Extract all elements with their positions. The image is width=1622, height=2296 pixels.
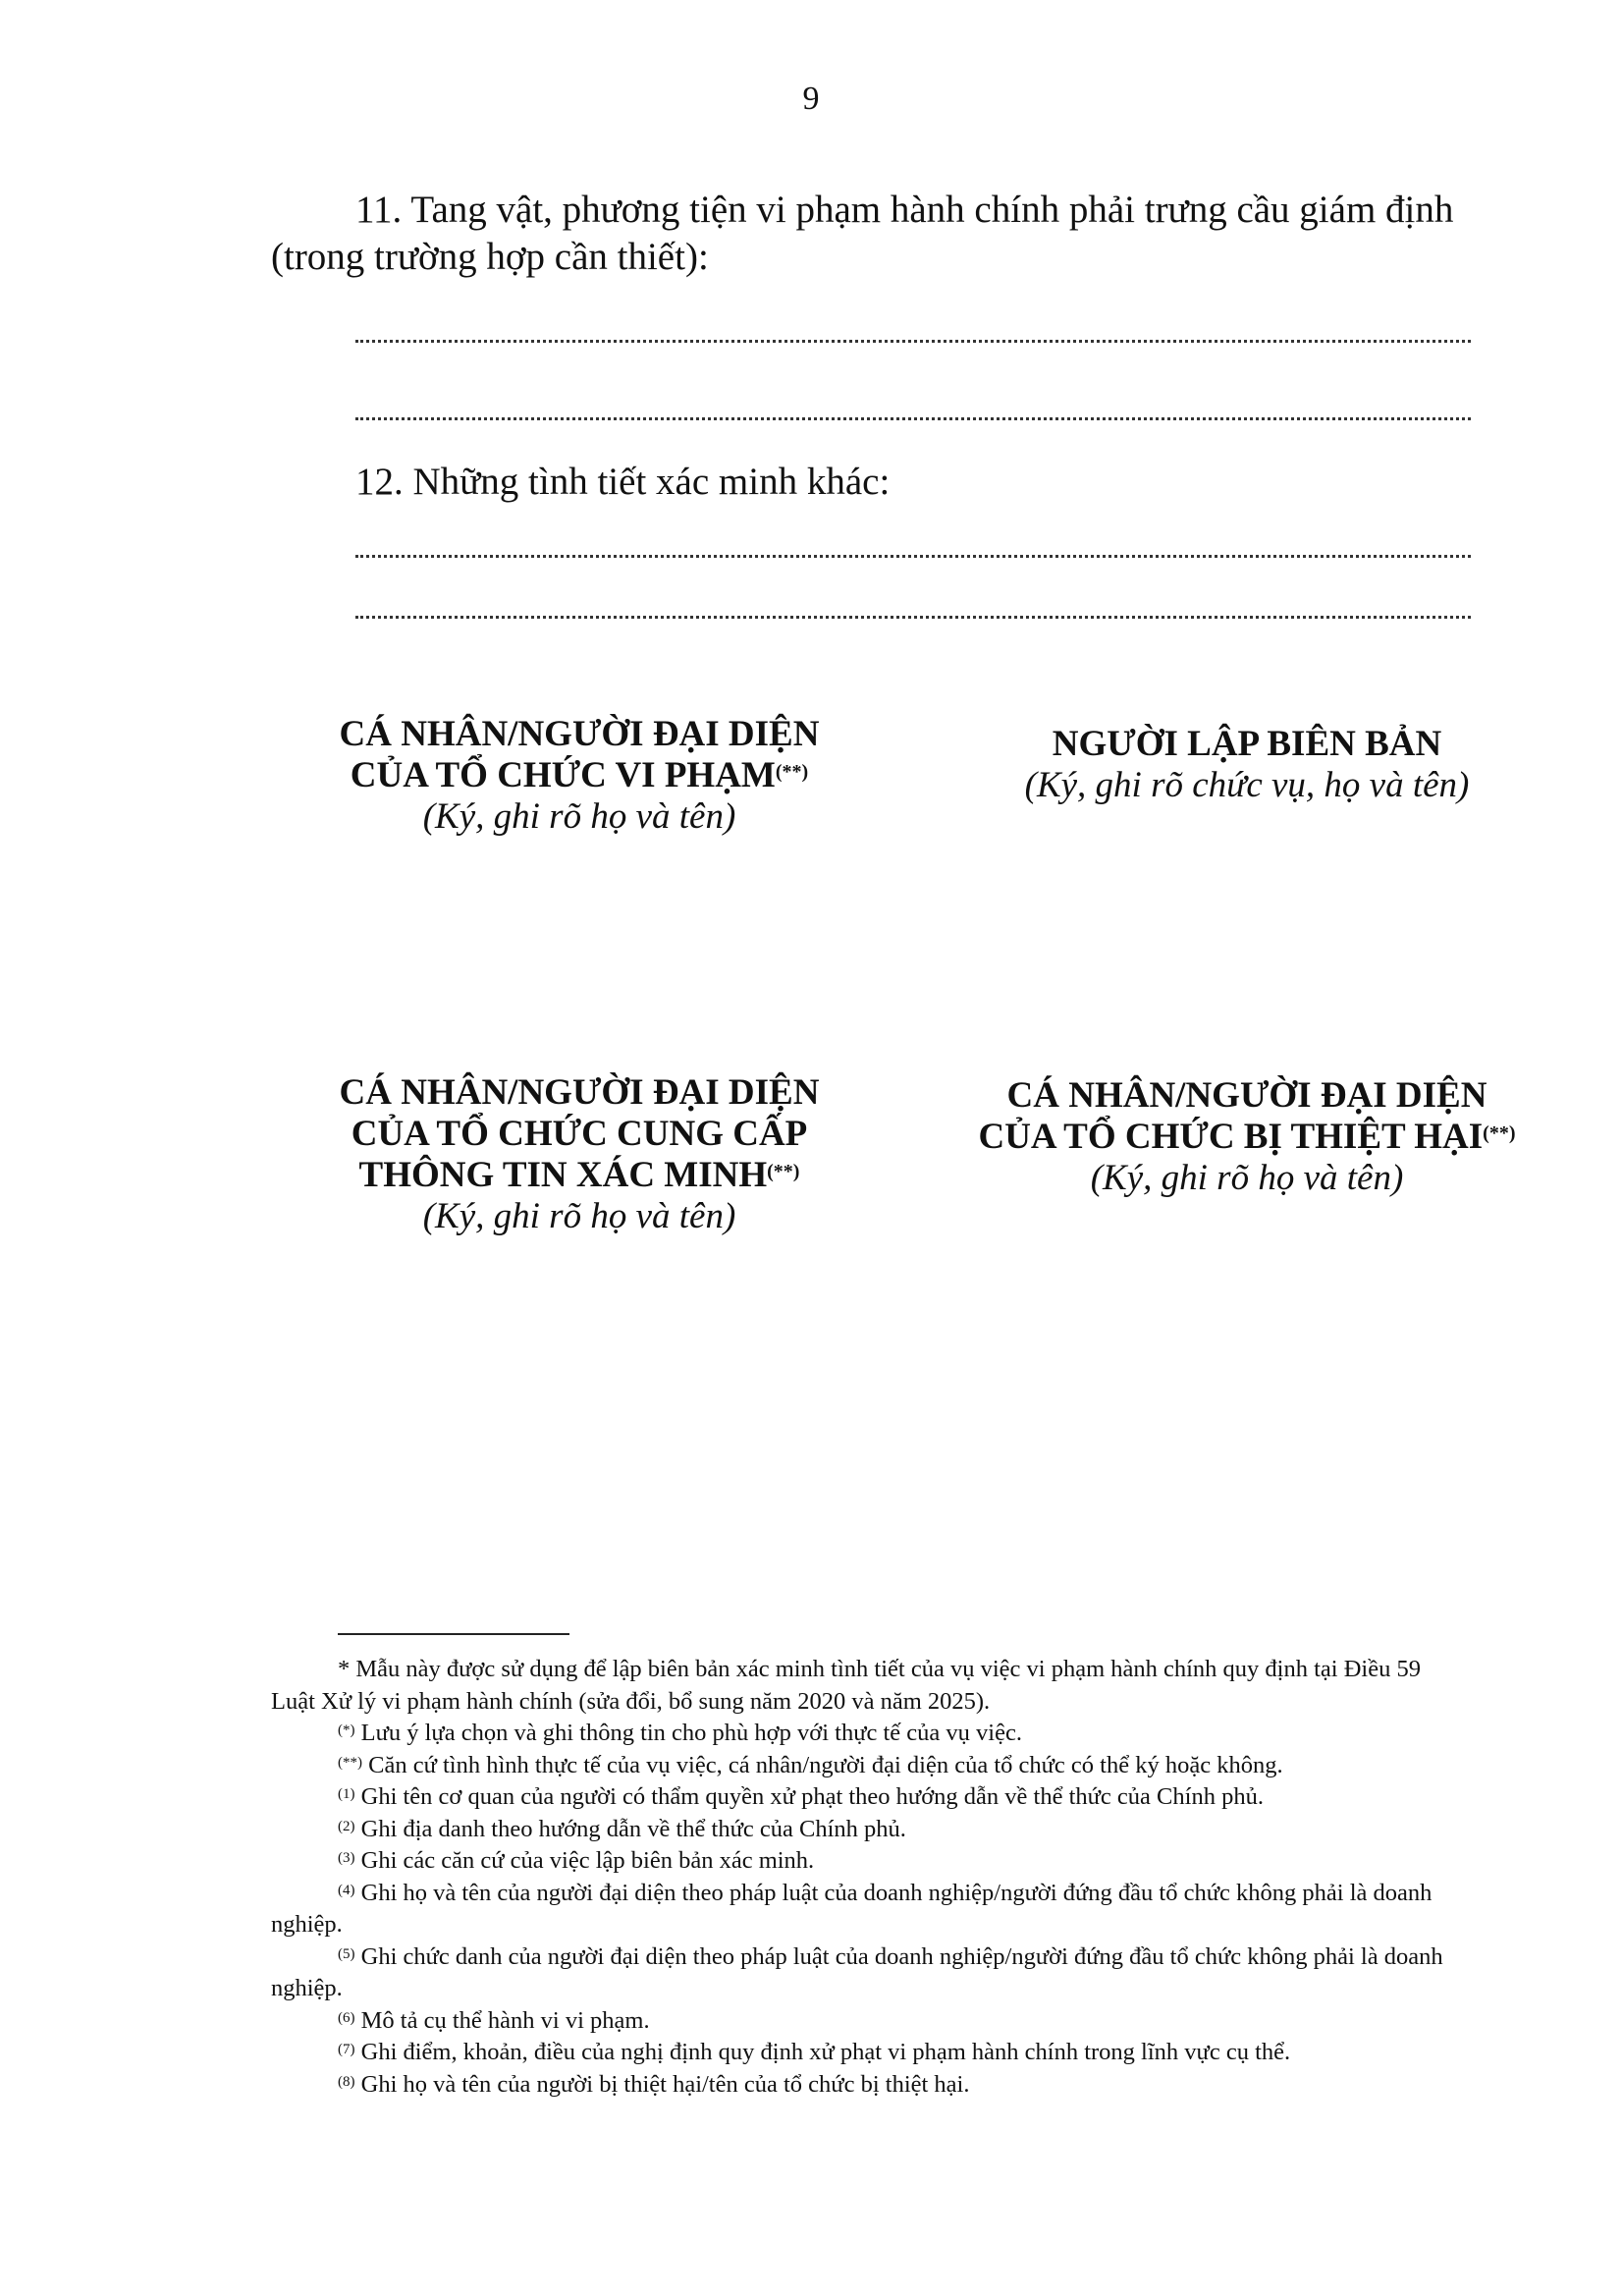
signature-block-violator <box>275 714 884 838</box>
item-11-fill-line-2[interactable] <box>355 417 1471 420</box>
recorder-sign-instruction: (Ký, ghi rõ chức vụ, họ và tên) <box>1024 765 1470 805</box>
item-12-fill-line-2[interactable] <box>355 616 1471 619</box>
footnote: (*) Lưu ý lựa chọn và ghi thông tin cho phù hợp với thực tế của vụ việc. <box>338 1720 1022 1746</box>
item-11-line2: (trong trường hợp cần thiết): <box>271 236 709 278</box>
signature-block-victim <box>943 1075 1551 1199</box>
signature-block-recorder <box>943 724 1551 806</box>
item-12-fill-line-1[interactable] <box>355 555 1471 558</box>
footnote: $^{(6)}$ Mô tả cụ thể hành vi vi phạm. <box>338 2006 650 2034</box>
footnote: * Mẫu này được sử dụng để lập biên bản xác minh tình tiết của vụ việc vi phạm hành chính quy định tại Điều 59 Luật Xử lý vi phạm hành chính (sửa đổi, bổ sung năm 2020 và năm 2025). <box>271 1656 1421 1715</box>
violator-sign-instruction: (Ký, ghi rõ họ và tên) <box>422 796 736 837</box>
violator-title-line2: CỦA TỔ CHỨC VI PHẠM(**) <box>350 755 809 795</box>
violator-note-mark: (**) <box>775 761 809 783</box>
item-12-heading <box>271 459 1471 506</box>
victim-sign-instruction: (Ký, ghi rõ họ và tên) <box>1090 1158 1404 1198</box>
footnote: $^{(1)}$ Ghi tên cơ quan của người có thẩm quyền xử phạt theo hướng dẫn về thể thức của Chính phủ. <box>338 1783 1264 1810</box>
footnote: $^{(2)}$ Ghi địa danh theo hướng dẫn về thể thức của Chính phủ. <box>338 1815 906 1842</box>
item-11-heading <box>271 187 1471 281</box>
informant-sign-instruction: (Ký, ghi rõ họ và tên) <box>422 1196 736 1236</box>
informant-title-line3: THÔNG TIN XÁC MINH(**) <box>358 1155 800 1195</box>
informant-title-line2: CỦA TỔ CHỨC CUNG CẤP <box>351 1114 808 1154</box>
informant-note-mark: (**) <box>767 1161 800 1182</box>
footnote-separator <box>338 1633 569 1635</box>
recorder-title: NGƯỜI LẬP BIÊN BẢN <box>1052 724 1442 764</box>
signature-block-informant <box>275 1072 884 1237</box>
footnote: $^{(8)}$ Ghi họ và tên của người bị thiệt hại/tên của tổ chức bị thiệt hại. <box>338 2070 970 2098</box>
footnote: $^{(5)}$ Ghi chức danh của người đại diện theo pháp luật của doanh nghiệp/người đứng đầu tổ chức không phải là doanh nghiệp. <box>271 1942 1443 2001</box>
footnote: $^{(4)}$ Ghi họ và tên của người đại diện theo pháp luật của doanh nghiệp/người đứng đầu tổ chức không phải là doanh nghiệp. <box>271 1879 1433 1938</box>
footnote: (**) Căn cứ tình hình thực tế của vụ việc, cá nhân/người đại diện của tổ chức có thể ký hoặc không. <box>338 1751 1283 1778</box>
footnote: $^{(7)}$ Ghi điểm, khoản, điều của nghị định quy định xử phạt vi phạm hành chính trong lĩnh vực cụ thể. <box>338 2039 1291 2065</box>
victim-title-line1: CÁ NHÂN/NGƯỜI ĐẠI DIỆN <box>1006 1075 1487 1116</box>
informant-title-line1: CÁ NHÂN/NGƯỜI ĐẠI DIỆN <box>339 1072 820 1113</box>
page-number: 9 <box>802 81 820 117</box>
item-11-fill-line-1[interactable] <box>355 340 1471 343</box>
victim-note-mark: (**) <box>1483 1122 1516 1144</box>
violator-title-line1: CÁ NHÂN/NGƯỜI ĐẠI DIỆN <box>339 714 820 754</box>
footnote: $^{(3)}$ Ghi các căn cứ của việc lập biên bản xác minh. <box>338 1847 815 1874</box>
item-12-line1: 12. Những tình tiết xác minh khác: <box>355 461 891 503</box>
footnotes <box>271 1654 1465 2101</box>
item-11-line1: 11. Tang vật, phương tiện vi phạm hành chính phải trưng cầu giám định <box>355 189 1454 231</box>
victim-title-line2: CỦA TỔ CHỨC BỊ THIỆT HẠI(**) <box>978 1117 1516 1157</box>
